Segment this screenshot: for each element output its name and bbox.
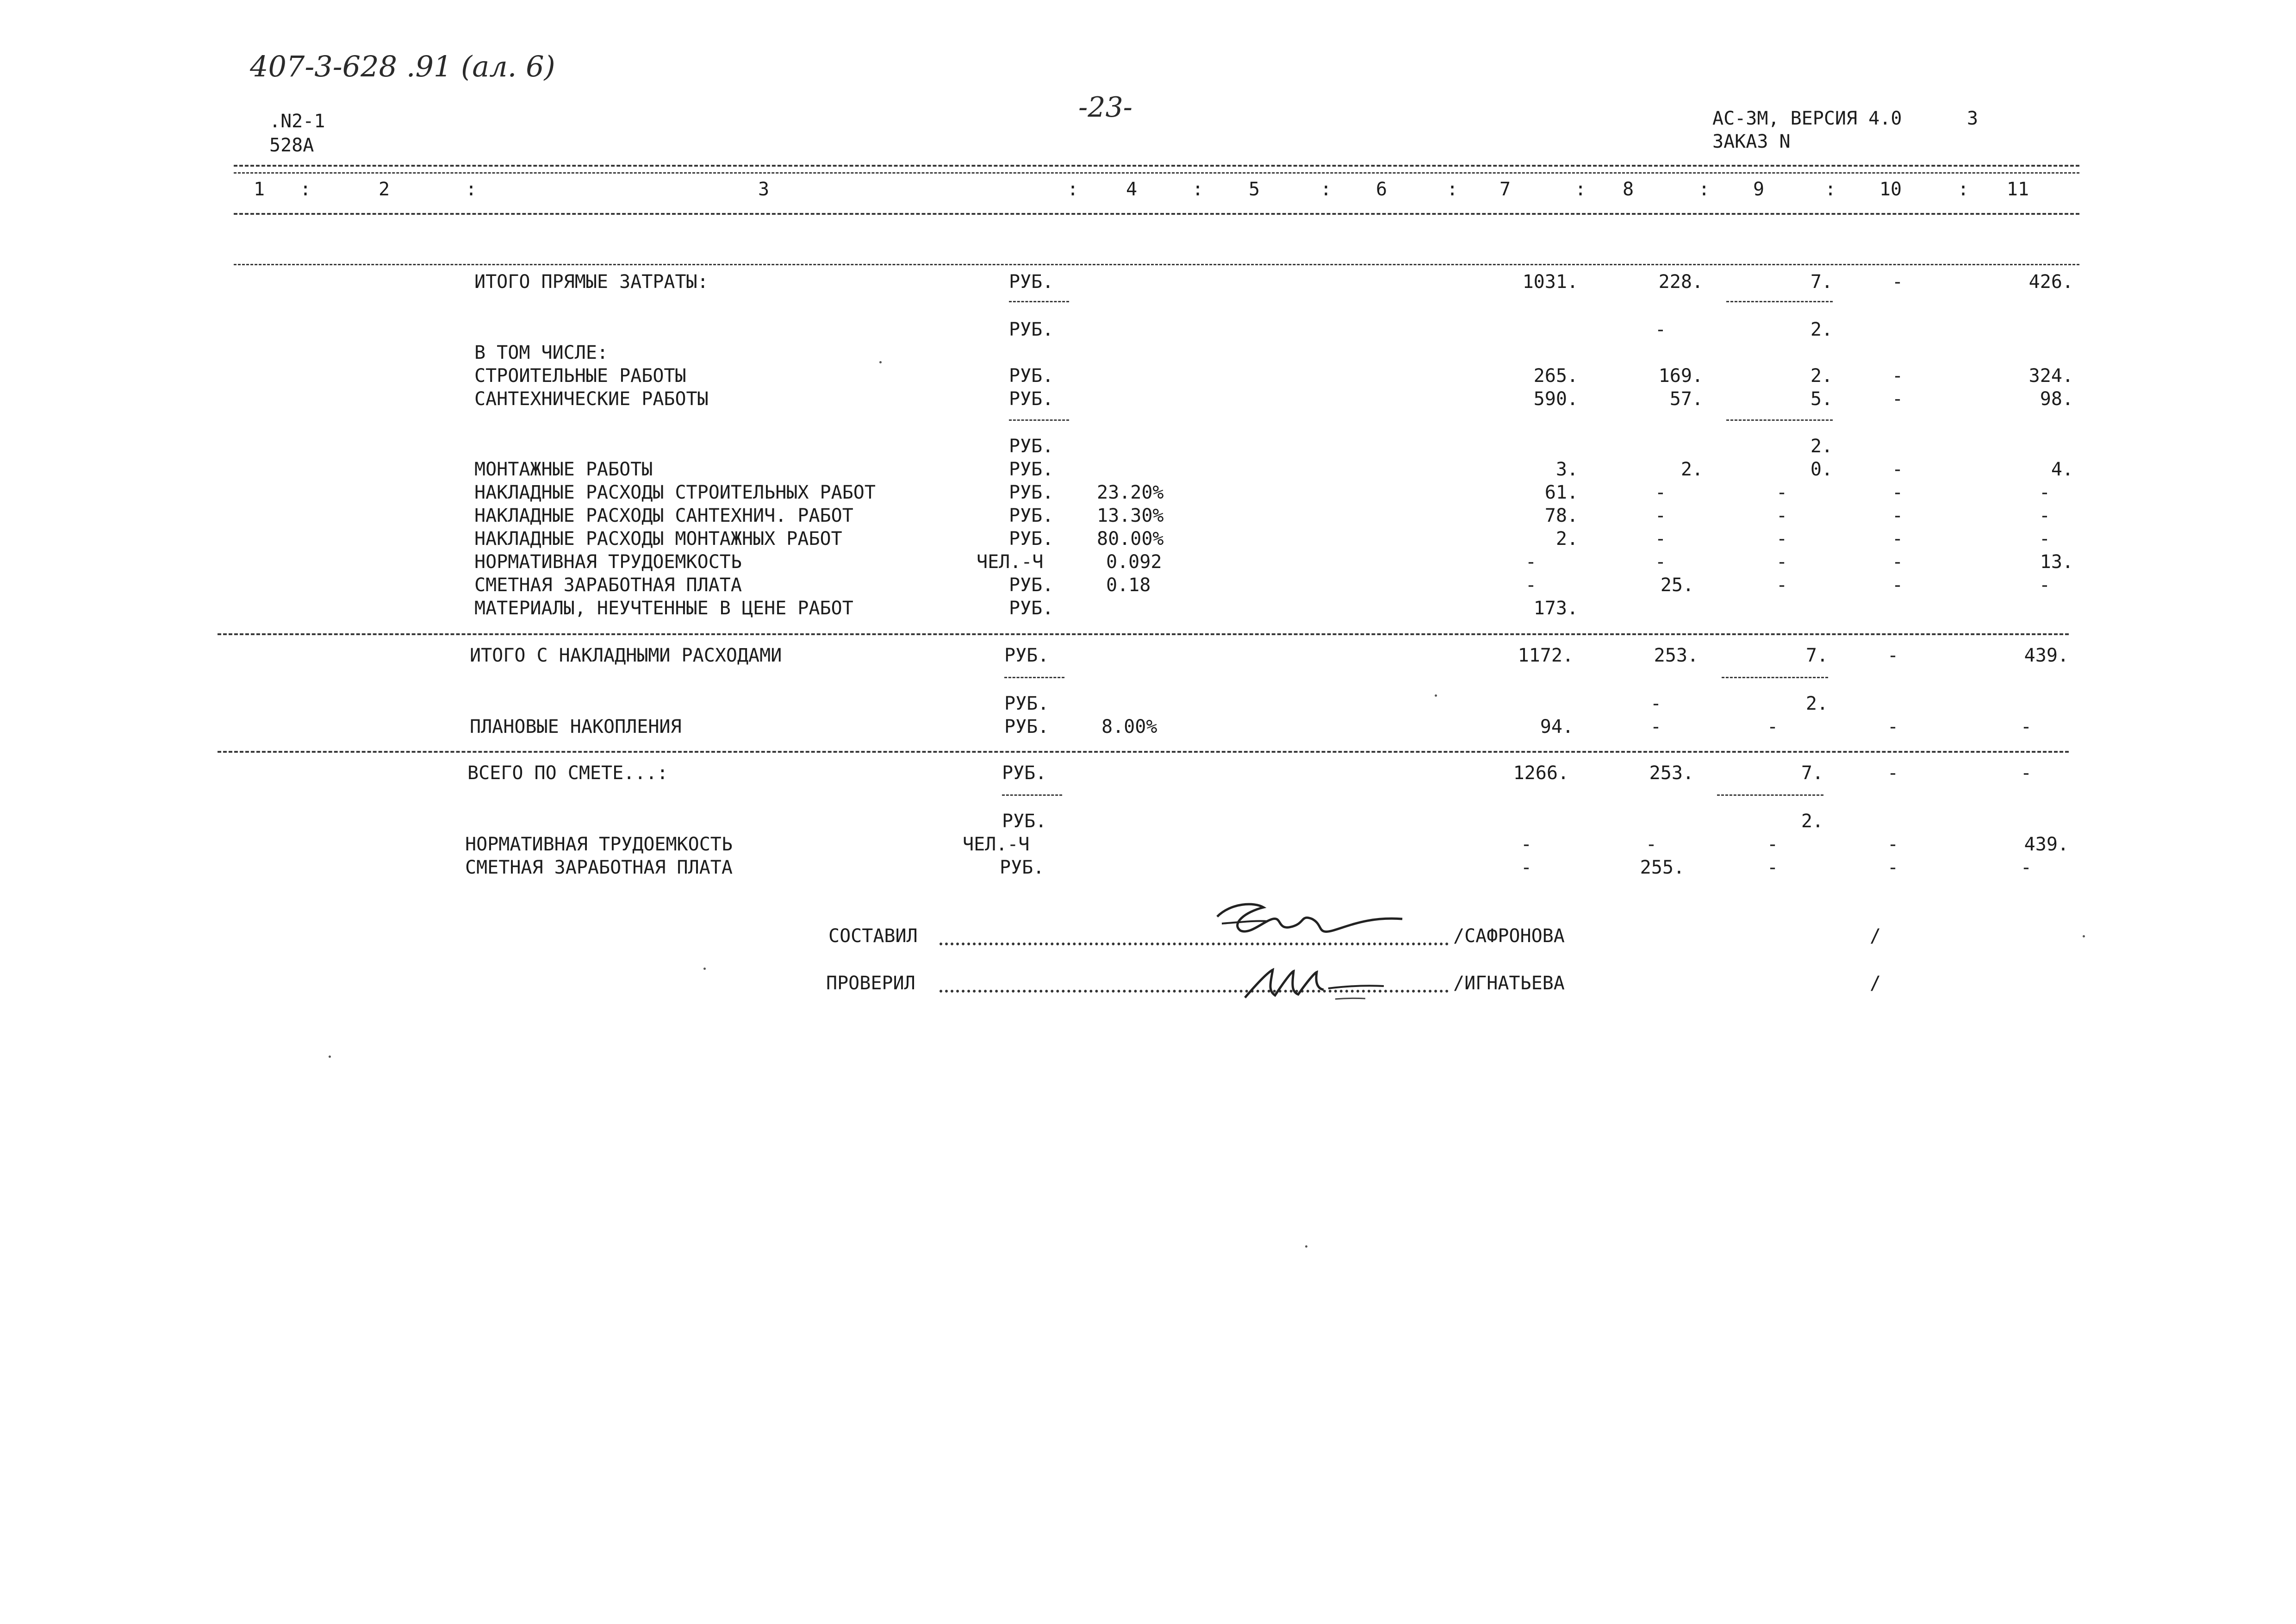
row-col11: 439.: [2024, 645, 2069, 666]
row-name: СМЕТНАЯ ЗАРАБОТНАЯ ПЛАТА: [474, 575, 742, 596]
scan-speck: [879, 361, 882, 363]
row-col9: -: [1767, 834, 1779, 855]
row-col10: -: [1887, 834, 1899, 855]
underline: [1717, 794, 1823, 796]
row-col11: -: [2039, 482, 2050, 503]
row-col8: -: [1655, 482, 1666, 503]
col-separator: :: [1957, 179, 1969, 200]
signature-scribble-icon: [1213, 898, 1407, 949]
col-separator: :: [1446, 179, 1458, 200]
row-col10: -: [1887, 716, 1899, 737]
row-col8: 25.: [1660, 575, 1694, 596]
handwritten-reference: 407-3-628 .91 (ал. 6): [250, 50, 555, 83]
row-unit: РУБ.: [1000, 857, 1045, 878]
row-col8: -: [1655, 528, 1666, 550]
document-code: 528A: [269, 135, 314, 156]
row-col11: -: [2039, 505, 2050, 526]
row-unit: РУБ.: [1009, 459, 1054, 480]
row-col9: -: [1767, 716, 1779, 737]
row-col11: 4.: [2051, 459, 2073, 480]
row-col11: 98.: [2040, 388, 2073, 410]
row-col7: -: [1520, 857, 1532, 878]
row-col4: 0.18: [1106, 575, 1151, 596]
header-rule-bottom: [234, 213, 2079, 215]
col-header-5: 5: [1248, 179, 1260, 200]
row-name: МОНТАЖНЫЕ РАБОТЫ: [474, 459, 653, 480]
underline: [1009, 419, 1069, 421]
col-separator: :: [1698, 179, 1710, 200]
row-col4: 23.20%: [1097, 482, 1164, 503]
row-col9: 7.: [1805, 645, 1828, 666]
row-unit: РУБ.: [1009, 319, 1054, 340]
col-header-6: 6: [1375, 179, 1388, 200]
compiled-label: СОСТАВИЛ: [828, 925, 918, 947]
row-unit: РУБ.: [1009, 575, 1054, 596]
row-col8: -: [1655, 319, 1666, 340]
scan-speck: [703, 968, 706, 970]
row-unit: РУБ.: [1004, 716, 1049, 737]
row-unit: РУБ.: [1004, 693, 1049, 714]
row-name: НАКЛАДНЫЕ РАСХОДЫ МОНТАЖНЫХ РАБОТ: [474, 528, 842, 550]
underline: [1722, 677, 1828, 678]
row-unit: РУБ.: [1009, 505, 1054, 526]
col-header-1: 1: [253, 179, 265, 200]
col-header-10: 10: [1879, 179, 1902, 200]
row-col11: -: [2020, 716, 2032, 737]
compiled-name: /САФРОНОВА: [1453, 925, 1565, 947]
row-col9: 0.: [1810, 459, 1833, 480]
row-col9: -: [1776, 505, 1788, 526]
row-unit: РУБ.: [1009, 528, 1054, 550]
row-name: ВСЕГО ПО СМЕТЕ...:: [467, 762, 668, 784]
row-name: СТРОИТЕЛЬНЫЕ РАБОТЫ: [474, 365, 686, 387]
row-col9: 5.: [1810, 388, 1833, 410]
program-version: АС-3М, ВЕРСИЯ 4.0: [1712, 108, 1902, 129]
col-separator: :: [1824, 179, 1836, 200]
col-header-7: 7: [1499, 179, 1511, 200]
row-col9: 7.: [1810, 271, 1833, 293]
row-col7: 590.: [1533, 388, 1578, 410]
col-separator: :: [1192, 179, 1204, 200]
row-col9: 2.: [1810, 436, 1833, 457]
scan-speck: [1305, 1245, 1307, 1248]
row-unit: РУБ.: [1009, 598, 1054, 619]
row-unit: РУБ.: [1004, 645, 1049, 666]
checked-name: /ИГНАТЬЕВА: [1453, 973, 1565, 994]
program-page: 3: [1967, 108, 1979, 129]
col-header-8: 8: [1622, 179, 1634, 200]
row-col10: -: [1892, 365, 1904, 387]
checked-label: ПРОВЕРИЛ: [826, 973, 915, 994]
col-separator: :: [1574, 179, 1587, 200]
row-col9: -: [1776, 482, 1788, 503]
row-col11: 439.: [2024, 834, 2069, 855]
row-col9: 2.: [1810, 319, 1833, 340]
row-col9: -: [1776, 575, 1788, 596]
row-col10: -: [1892, 551, 1904, 573]
row-col11: -: [2020, 857, 2032, 878]
row-col9: -: [1776, 528, 1788, 550]
row-col7: 3.: [1556, 459, 1578, 480]
row-col11: -: [2039, 528, 2050, 550]
row-col9: -: [1767, 857, 1779, 878]
row-col7: 2.: [1556, 528, 1578, 550]
row-unit: РУБ.: [1009, 388, 1054, 410]
row-col8: 57.: [1669, 388, 1703, 410]
col-separator: :: [1320, 179, 1332, 200]
row-name: В ТОМ ЧИСЛЕ:: [474, 342, 608, 363]
row-col10: -: [1892, 505, 1904, 526]
col-separator: :: [299, 179, 311, 200]
row-col9: 2.: [1801, 811, 1823, 832]
header-rule-top-2: [234, 172, 2079, 174]
order-number-label: ЗАКАЗ N: [1712, 131, 1791, 152]
row-name: СМЕТНАЯ ЗАРАБОТНАЯ ПЛАТА: [465, 857, 733, 878]
row-col11: -: [2020, 762, 2032, 784]
row-col7: 1266.: [1513, 762, 1569, 784]
row-col10: -: [1887, 762, 1899, 784]
row-col9: 7.: [1801, 762, 1823, 784]
row-col8: -: [1645, 834, 1657, 855]
row-col7: 1172.: [1518, 645, 1574, 666]
row-col11: 426.: [2028, 271, 2073, 293]
row-col10: -: [1892, 528, 1904, 550]
signature-scribble-icon: [1240, 963, 1388, 1005]
row-col7: 94.: [1540, 716, 1574, 737]
row-col8: -: [1650, 716, 1661, 737]
row-col4: 13.30%: [1097, 505, 1164, 526]
underline: [1002, 794, 1062, 796]
row-name: ПЛАНОВЫЕ НАКОПЛЕНИЯ: [470, 716, 682, 737]
underline: [1726, 301, 1833, 302]
row-col9: 2.: [1810, 365, 1833, 387]
row-col10: -: [1887, 857, 1899, 878]
row-unit: РУБ.: [1009, 271, 1054, 293]
underline: [1009, 301, 1069, 302]
col-header-9: 9: [1753, 179, 1765, 200]
row-col11: 13.: [2040, 551, 2073, 573]
row-unit: РУБ.: [1009, 436, 1054, 457]
row-col4: 0.092: [1106, 551, 1162, 573]
row-col8: 253.: [1649, 762, 1694, 784]
row-unit: РУБ.: [1002, 811, 1047, 832]
row-col10: -: [1892, 388, 1904, 410]
row-col7: -: [1520, 834, 1532, 855]
row-unit: РУБ.: [1009, 482, 1054, 503]
row-col8: 2.: [1680, 459, 1703, 480]
row-col10: -: [1887, 645, 1899, 666]
row-name: МАТЕРИАЛЫ, НЕУЧТЕННЫЕ В ЦЕНЕ РАБОТ: [474, 598, 853, 619]
col-header-4: 4: [1126, 179, 1138, 200]
row-col7: 173.: [1533, 598, 1578, 619]
row-unit: ЧЕЛ.-Ч: [977, 551, 1044, 573]
row-col8: 228.: [1658, 271, 1703, 293]
row-col10: -: [1892, 459, 1904, 480]
scan-speck: [2083, 935, 2085, 937]
col-header-11: 11: [2006, 179, 2029, 200]
row-col8: -: [1655, 551, 1666, 573]
row-col11: -: [2039, 575, 2050, 596]
row-col8: 255.: [1640, 857, 1685, 878]
row-col4: 8.00%: [1101, 716, 1157, 737]
row-col10: -: [1892, 575, 1904, 596]
row-col7: 78.: [1544, 505, 1578, 526]
row-name: НАКЛАДНЫЕ РАСХОДЫ САНТЕХНИЧ. РАБОТ: [474, 505, 853, 526]
col-separator: :: [465, 179, 477, 200]
col-header-2: 2: [378, 179, 390, 200]
row-col11: 324.: [2028, 365, 2073, 387]
header-rule-top: [234, 165, 2079, 167]
row-col7: 1031.: [1522, 271, 1578, 293]
row-col7: 61.: [1544, 482, 1578, 503]
scan-speck: [1435, 694, 1437, 697]
row-unit: ЧЕЛ.-Ч: [963, 834, 1030, 855]
scan-speck: [329, 1056, 331, 1058]
row-col4: 80.00%: [1097, 528, 1164, 550]
checked-slash: /: [1870, 973, 1881, 994]
row-name: НОРМАТИВНАЯ ТРУДОЕМКОСТЬ: [465, 834, 733, 855]
row-col10: -: [1892, 271, 1904, 293]
row-name: ИТОГО ПРЯМЫЕ ЗАТРАТЫ:: [474, 271, 709, 293]
row-col10: -: [1892, 482, 1904, 503]
row-unit: РУБ.: [1002, 762, 1047, 784]
underline: [1004, 677, 1064, 678]
col-separator: :: [1067, 179, 1079, 200]
row-name: НАКЛАДНЫЕ РАСХОДЫ СТРОИТЕЛЬНЫХ РАБОТ: [474, 482, 876, 503]
col-header-3: 3: [758, 179, 770, 200]
row-col7: 265.: [1533, 365, 1578, 387]
compiled-slash: /: [1870, 925, 1881, 947]
row-col7: -: [1525, 551, 1537, 573]
form-code: .N2-1: [269, 111, 325, 132]
row-col8: 169.: [1658, 365, 1703, 387]
row-name: САНТЕХНИЧЕСКИЕ РАБОТЫ: [474, 388, 709, 410]
row-col7: -: [1525, 575, 1537, 596]
row-name: НОРМАТИВНАЯ ТРУДОЕМКОСТЬ: [474, 551, 742, 573]
row-col8: 253.: [1654, 645, 1699, 666]
section-rule: [234, 264, 2079, 265]
page-number: -23-: [1078, 91, 1132, 124]
section-rule: [218, 633, 2069, 635]
row-unit: РУБ.: [1009, 365, 1054, 387]
row-name: ИТОГО С НАКЛАДНЫМИ РАСХОДАМИ: [470, 645, 782, 666]
row-col9: 2.: [1805, 693, 1828, 714]
section-rule: [218, 751, 2069, 753]
row-col8: -: [1655, 505, 1666, 526]
row-col9: -: [1776, 551, 1788, 573]
underline: [1726, 419, 1833, 421]
row-col8: -: [1650, 693, 1661, 714]
